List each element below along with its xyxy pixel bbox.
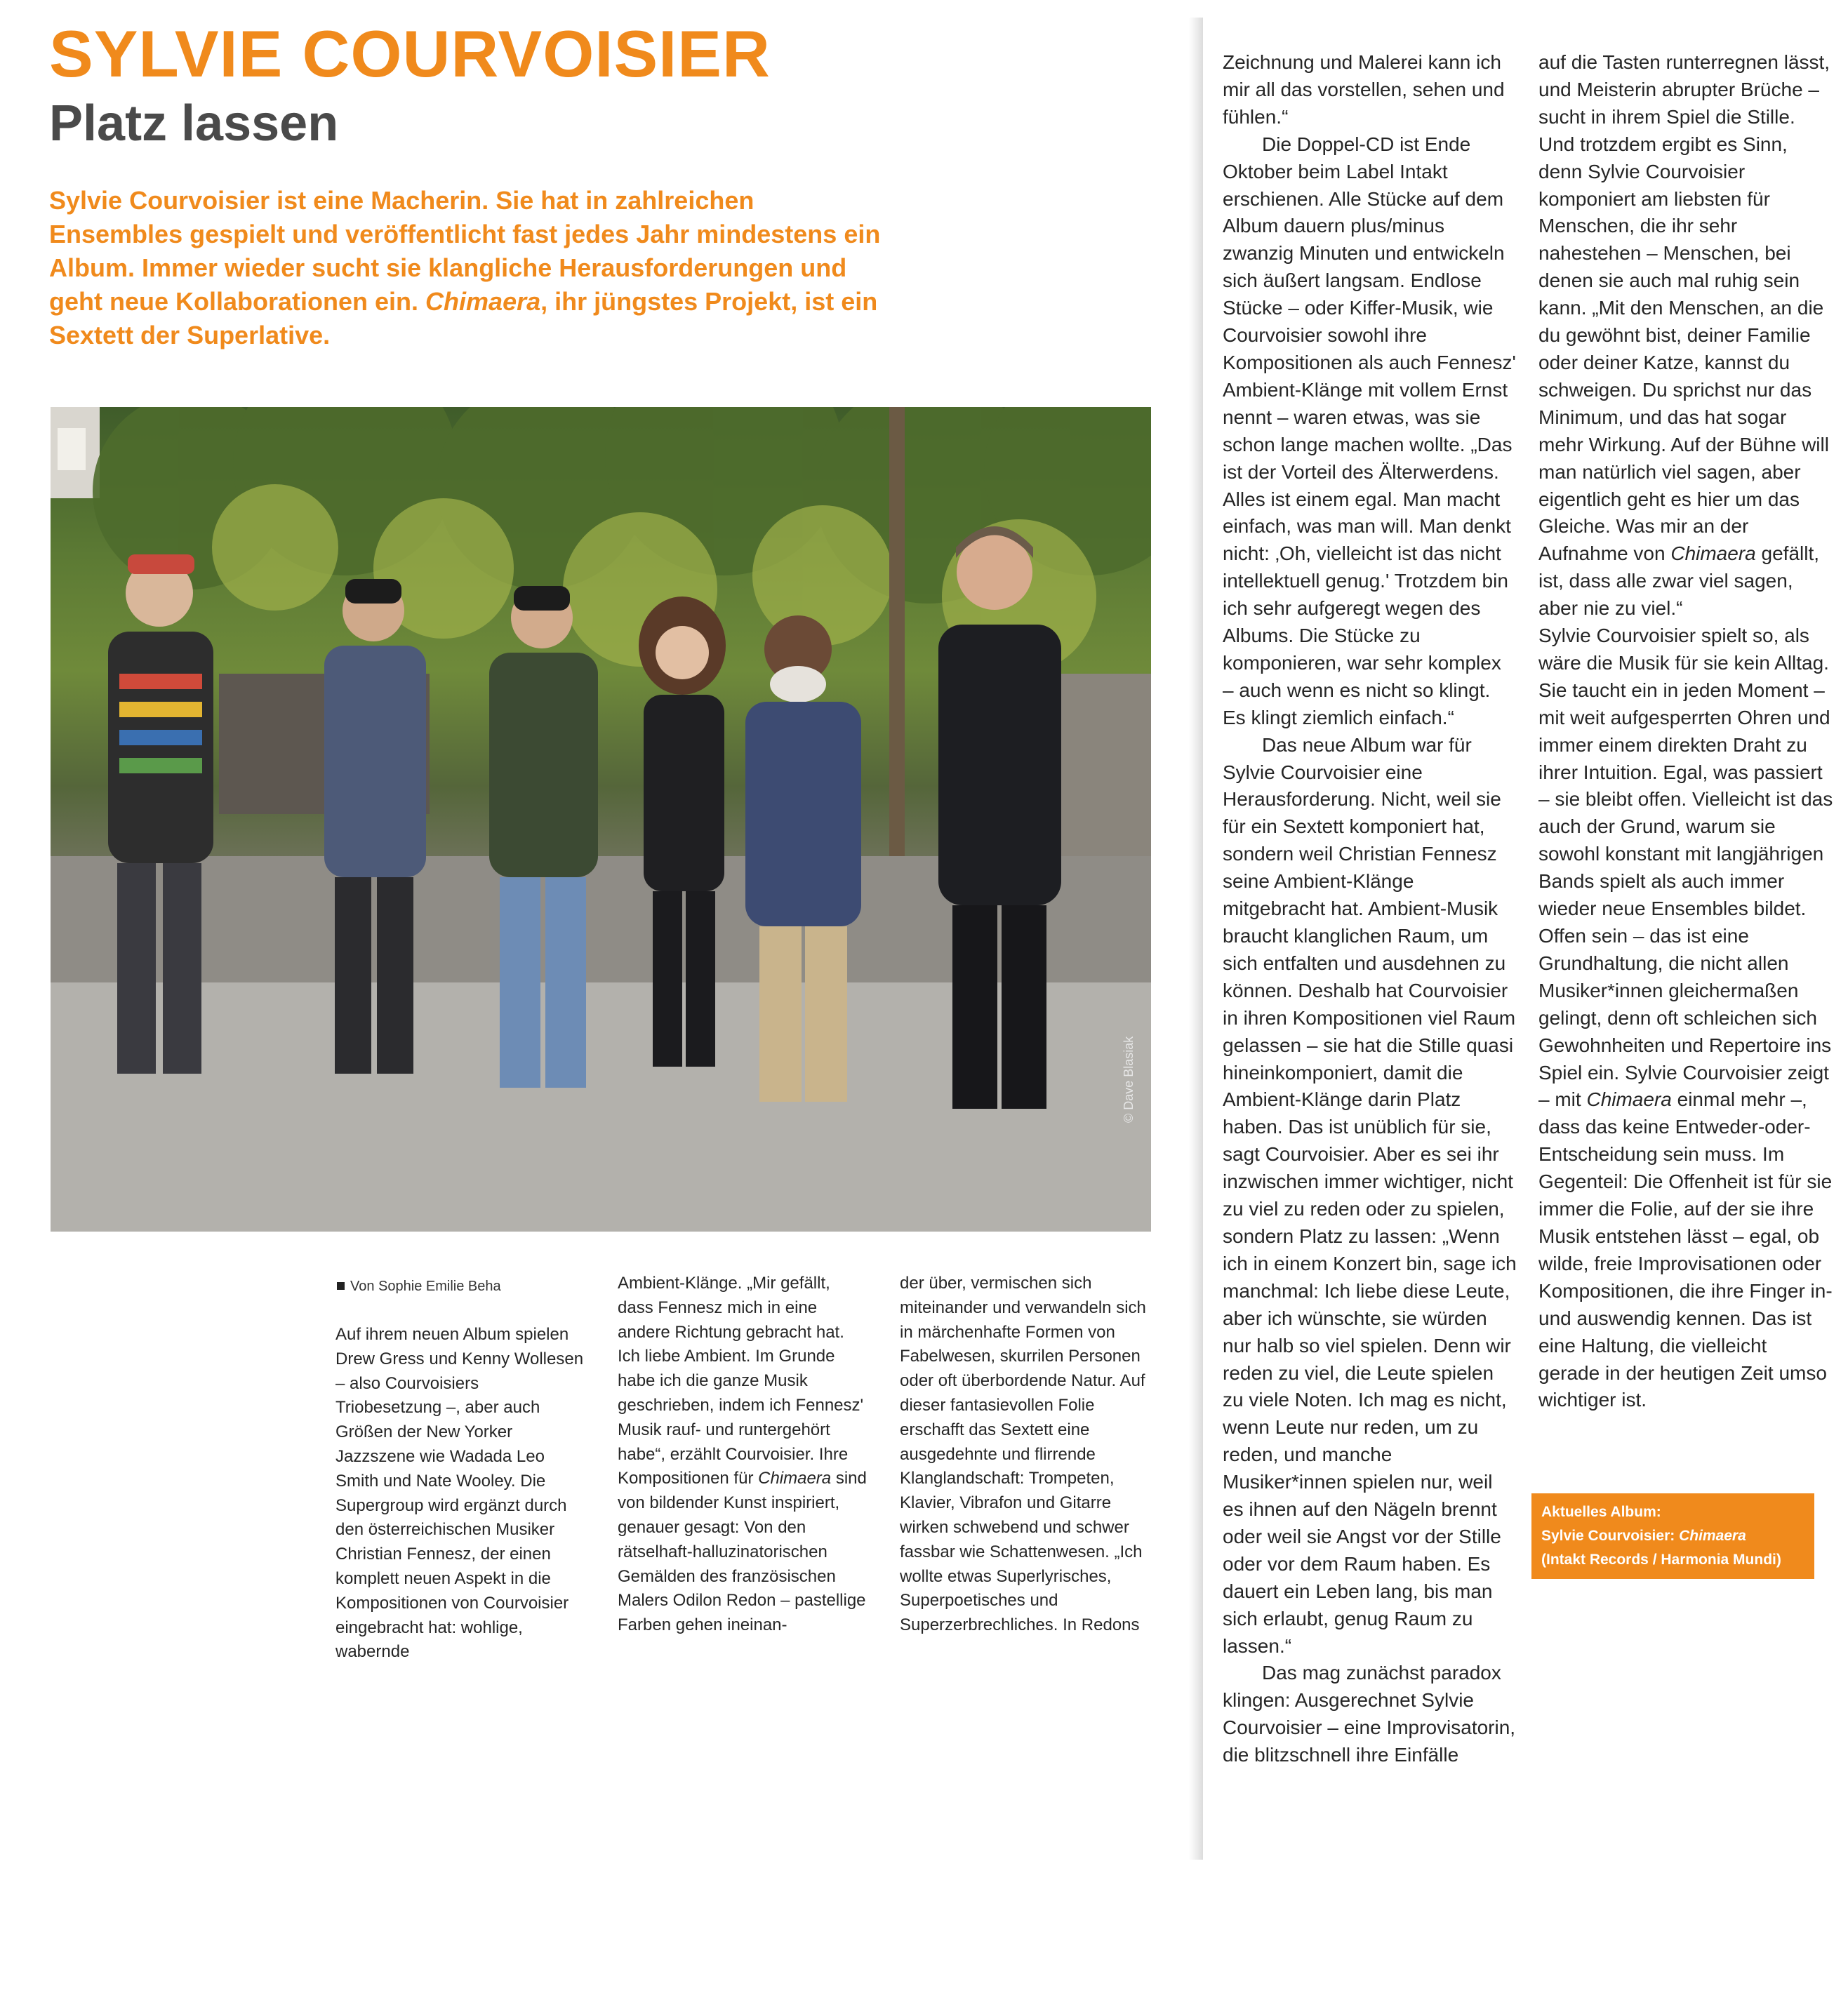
current-album-box (1531, 1493, 1814, 1579)
col5-paragraph-1 (1538, 49, 1833, 622)
col4-paragraph-4: Das mag zunächst paradox klingen: Ausgerechnet Sylvie Courvoisier – eine Improvisatorin, die blitzschnell ihre Einfälle (1223, 1662, 1516, 1766)
col5-text-3: Sylvie Courvoisier spielt so, als wäre die Musik für sie kein Alltag. Sie taucht ein in jeden Moment – mit weit aufgesperrten Ohren und immer einem direkten Draht zu ihrer Intuition. Egal, was passiert – sie bleibt offen. Vielleicht ist das auch der Grund, warum sie sowohl konstant mit langjährigen Bands spielt als auch immer wieder neue Ensembles bildet. Offen sein – das ist eine Grundhaltung, die nicht allen Musiker*innen gleichermaßen gelingt, denn oft schleichen sich Gewohnheiten und Repertoire ins Spiel ein. Sylvie Courvoisier zeigt – mit (1538, 625, 1833, 1111)
page-fold-shadow (1189, 18, 1203, 1860)
col3-paragraph-1: der über, vermischen sich miteinander und verwandeln sich in märchenhafte Formen von Fabelwesen, skurrilen Personen oder oft überbordende Natur. Auf dieser fantasievollen Folie erschafft das Sextett eine ausgedehnte und flirrende Klanglandschaft: Trompeten, Klavier, Vibrafon und Gitarre wirken schwebend und schwer fassbar wie Schattenwesen. „Ich wollte etwas Superlyrisches, Superpoetisches und Superzerbrechliches. In Redons (900, 1274, 1146, 1635)
col2-text-1: Ambient-Klänge. „Mir gefällt, dass Fennesz mich in eine andere Richtung gebracht hat. Ich liebe Ambient. Im Grunde habe ich die ganze Musik geschrieben, indem ich Fennesz' Musik rauf- und runtergehört habe“, erzählt Courvoisier. Ihre Kompositionen für (618, 1274, 864, 1488)
col2-album-title: Chimaera (758, 1469, 832, 1488)
article-subtitle: Platz lassen (49, 95, 339, 152)
col5-text-4: einmal mehr –, dass das keine Entweder-oder-Entscheidung sein muss. Im Gegenteil: Die Offenheit ist für sie immer die Folie, auf der sie ihre Musik entstehen lässt – egal, ob wilde, freie Improvisationen oder Kompositionen, die ihre Finger in- und auswendig kennen. Das ist eine Haltung, die vielleicht gerade in der heutigen Zeit umso wichtiger ist. (1538, 1088, 1833, 1411)
article-lead (49, 184, 891, 352)
album-box-album: Chimaera (1679, 1528, 1746, 1544)
album-box-label-info: (Intakt Records / Harmonia Mundi) (1541, 1552, 1781, 1568)
photo-credit: © Dave Blasiak (1122, 1036, 1136, 1123)
album-box-title (1541, 1524, 1804, 1548)
col1-paragraph-1: Auf ihrem neuen Album spielen Drew Gress und Kenny Wollesen – also Courvoisiers Triobesetzung –, aber auch Größen der New Yorker Jazzszene wie Wadada Leo Smith und Nate Wooley. Die Supergroup wird ergänzt durch den österreichischen Musiker Christian Fennesz, der einen komplett neuen Aspekt in die Kompositionen von Courvoisier eingebracht hat: wohlige, wabernde (335, 1325, 584, 1662)
col2-paragraph-1 (618, 1272, 870, 1638)
col4-paragraph-1: Zeichnung und Malerei kann ich mir all das vorstellen, sehen und fühlen.“ (1223, 51, 1505, 128)
lead-album-title: Chimaera (425, 287, 541, 316)
band-photo (51, 407, 1151, 1232)
col4-paragraph-2: Die Doppel-CD ist Ende Oktober beim Label Intakt erschienen. Alle Stücke auf dem Album dauern plus/minus zwanzig Minuten und entwickeln sich äußert langsam. Endlose Stücke – oder Kiffer-Musik, wie Courvoisier sowohl ihre Kompositionen als auch Fennesz' Ambient-Klänge mit vollem Ernst nennt – waren etwas, was sie schon lange machen wollte. „Das ist der Vorteil des Älterwerdens. Alles ist einem egal. Man macht einfach, was man will. Man denkt nicht: ‚Oh, vielleicht ist das nicht intellektuell genug.' Trotzdem bin ich sehr aufgeregt wegen des Albums. Die Stücke zu komponieren, war sehr komplex – auch wenn es nicht so klingt. Es klingt ziemlich einfach.“ (1223, 133, 1516, 728)
col4-paragraph-3: Das neue Album war für Sylvie Courvoisier eine Herausforderung. Nicht, weil sie für ein Sextett komponiert hat, sondern weil Christian Fennesz seine Ambient-Klänge mitgebracht hat. Ambient-Musik braucht klanglichen Raum, um sich entfalten und ausdehnen zu können. Deshalb hat Courvoisier in ihren Kompositionen viel Raum gelassen – sie hat die Stille quasi hineinkomponiert, damit die Ambient-Klänge darin Platz haben. Das ist unüblich für sie, sagt Courvoisier. Aber es sei ihr inzwischen immer wichtiger, nicht zu viel zu reden oder zu spielen, sondern Platz zu lassen: „Wenn ich in einem Konzert bin, sage ich manchmal: Ich liebe diese Leute, aber ich wünschte, sie würden nur halb so viel spielen. Denn wir reden zu viel, die Leute spielen zu viele Noten. Ich mag es nicht, wenn Leute nur reden, um zu reden, und manche Musiker*innen spielen nur, weil es ihnen auf den Nägeln brennt oder weil sie Angst vor der Stille oder vor dem Raum haben. Es dauert ein Leben lang, bis man sich erlaubt, genug Raum zu lassen.“ (1223, 733, 1517, 1657)
col5-album-title-2: Chimaera (1586, 1088, 1672, 1111)
col5-text-1: auf die Tasten runterregnen lässt, und Meisterin abrupter Brüche – sucht in ihrem Spiel die Stille. Und trotzdem ergibt es Sinn, denn Sylvie Courvoisier komponiert am liebsten für Menschen, die ihr sehr nahestehen – Menschen, bei denen sie auch mal ruhig sein kann. „Mit den Menschen, an die du gewöhnt bist, deiner Familie oder deiner Katze, kannst du schweigen. Du sprichst nur das Minimum, und das hat sogar mehr Wirkung. Auf der Bühne will man natürlich viel sagen, aber eigentlich geht es hier um das Gleiche. Was mir an der Aufnahme von (1538, 51, 1830, 565)
col5-text-2: gefällt, ist, dass alle zwar viel sagen, aber nie zu viel.“ (1538, 542, 1820, 620)
lead-text-2: , ihr jüngstes Projekt, ist ein Sextett der Superlative. (49, 287, 878, 349)
col5-paragraph-2 (1538, 622, 1833, 1414)
body-column-2 (618, 1272, 870, 1638)
byline (337, 1279, 501, 1295)
col5-album-title-1: Chimaera (1670, 542, 1756, 565)
body-column-1 (335, 1323, 588, 1665)
byline-text: Von Sophie Emilie Beha (350, 1279, 501, 1294)
body-column-5 (1538, 49, 1833, 1414)
album-box-artist: Sylvie Courvoisier: (1541, 1528, 1680, 1544)
lead-text-1: Sylvie Courvoisier ist eine Macherin. Sie hat in zahlreichen Ensembles gespielt und veröffentlicht fast jedes Jahr mindestens ein Album. Immer wieder sucht sie klangliche Herausforderungen und geht neue Kollaborationen ein. (49, 186, 881, 316)
col2-text-2: sind von bildender Kunst inspiriert, genauer gesagt: Von den rätselhaft-halluzinatorischen Gemälden des französischen Malers Odilon Redon – pastellige Farben gehen ineinan- (618, 1469, 867, 1635)
album-box-label: Aktuelles Album: (1541, 1504, 1661, 1520)
body-column-4 (1223, 49, 1517, 1769)
byline-square-icon (337, 1282, 345, 1290)
band-photo-illustration (51, 407, 1151, 1232)
body-column-3 (900, 1272, 1152, 1638)
article-title: SYLVIE COURVOISIER (49, 17, 771, 91)
